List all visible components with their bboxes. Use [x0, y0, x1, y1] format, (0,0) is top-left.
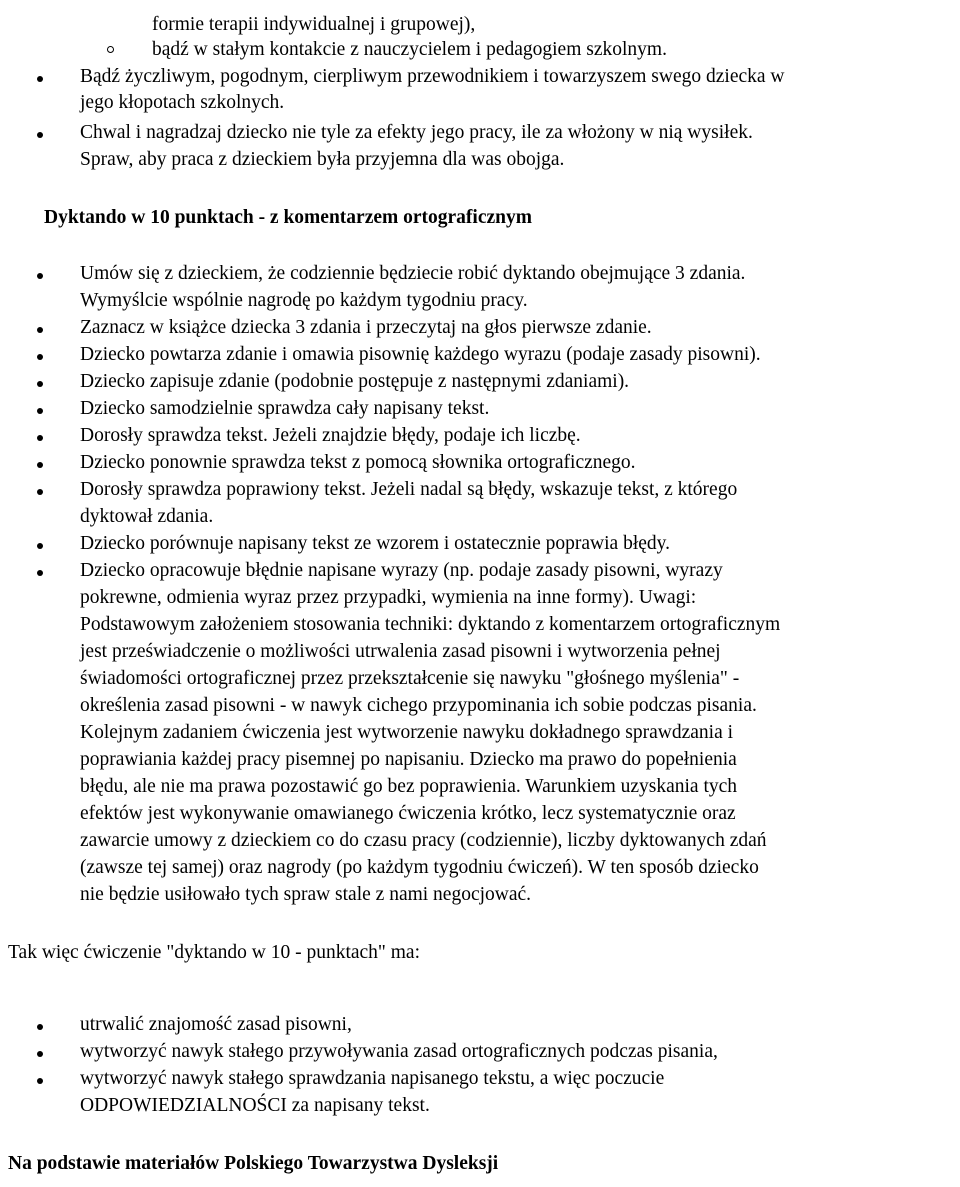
bullet-icon — [37, 435, 43, 441]
bullet-icon — [37, 273, 43, 279]
circle-bullet-icon — [107, 46, 114, 53]
list-item-line: Spraw, aby praca z dzieckiem była przyjemna dla was obojga. — [80, 149, 565, 170]
step-line: pokrewne, odmienia wyraz przez przypadki, wymienia na inne formy). Uwagi: — [80, 587, 697, 608]
bullet-icon — [37, 570, 43, 576]
step-line: (zawsze tej samej) oraz nagrody (po każdym tygodniu ćwiczeń). W ten sposób dziecko — [80, 857, 759, 878]
section-heading: Dyktando w 10 punktach - z komentarzem ortograficznym — [44, 207, 532, 228]
step-line: Zaznacz w książce dziecka 3 zdania i przeczytaj na głos pierwsze zdanie. — [80, 317, 652, 338]
step-line: określenia zasad pisowni - w nawyk cichego przypominania ich sobie podczas pisania. — [80, 695, 757, 716]
step-line: efektów jest wykonywanie omawianego ćwiczenia krótko, lecz systematycznie oraz — [80, 803, 736, 824]
summary-line: utrwalić znajomość zasad pisowni, — [80, 1014, 352, 1035]
step-line: Dziecko zapisuje zdanie (podobnie postępuje z następnymi zdaniami). — [80, 371, 630, 392]
bullet-icon — [37, 543, 43, 549]
step-line: Podstawowym założeniem stosowania techniki: dyktando z komentarzem ortograficznym — [80, 614, 781, 635]
bullet-icon — [37, 1078, 43, 1084]
step-line: Dziecko ponownie sprawdza tekst z pomocą słownika ortograficznego. — [80, 452, 636, 473]
bullet-icon — [37, 76, 43, 82]
step-line: Dziecko samodzielnie sprawdza cały napisany tekst. — [80, 398, 490, 419]
step-line: Wymyślcie wspólnie nagrodę po każdym tygodniu pracy. — [80, 290, 528, 311]
summary-line: ODPOWIEDZIALNOŚCI za napisany tekst. — [80, 1095, 430, 1116]
bullet-icon — [37, 354, 43, 360]
step-line: Dziecko powtarza zdanie i omawia pisownię każdego wyrazu (podaje zasady pisowni). — [80, 344, 761, 365]
step-line: zawarcie umowy z dzieckiem co do czasu pracy (codziennie), liczby dyktowanych zdań — [80, 830, 767, 851]
list-item-line: Bądź życzliwym, pogodnym, cierpliwym przewodnikiem i towarzyszem swego dziecka w — [80, 66, 785, 87]
sublist-item: bądź w stałym kontakcie z nauczycielem i pedagogiem szkolnym. — [152, 39, 667, 60]
step-line: Umów się z dzieckiem, że codziennie będziecie robić dyktando obejmujące 3 zdania. — [80, 263, 746, 284]
bullet-icon — [37, 381, 43, 387]
step-line: jest przeświadczenie o możliwości utrwalenia zasad pisowni i wytworzenia pełnej — [80, 641, 721, 662]
sublist-continuation: formie terapii indywidualnej i grupowej), — [152, 14, 476, 35]
step-line: dyktował zdania. — [80, 506, 214, 527]
bullet-icon — [37, 408, 43, 414]
bullet-icon — [37, 462, 43, 468]
bullet-icon — [37, 1024, 43, 1030]
source-footer: Na podstawie materiałów Polskiego Towarzystwa Dysleksji — [8, 1153, 499, 1174]
summary-intro: Tak więc ćwiczenie "dyktando w 10 - punktach" ma: — [8, 942, 420, 963]
bullet-icon — [37, 327, 43, 333]
list-item-line: jego kłopotach szkolnych. — [80, 92, 285, 113]
step-line: poprawiania każdej pracy pisemnej po napisaniu. Dziecko ma prawo do popełnienia — [80, 749, 737, 770]
bullet-icon — [37, 1051, 43, 1057]
bullet-icon — [37, 132, 43, 138]
step-line: Kolejnym zadaniem ćwiczenia jest wytworzenie nawyku dokładnego sprawdzania i — [80, 722, 734, 743]
step-line: Dziecko porównuje napisany tekst ze wzorem i ostatecznie poprawia błędy. — [80, 533, 671, 554]
summary-line: wytworzyć nawyk stałego sprawdzania napisanego tekstu, a więc poczucie — [80, 1068, 665, 1089]
step-line: świadomości ortograficznej przez przekształcenie się nawyku "głośnego myślenia" - — [80, 668, 740, 689]
step-line: nie będzie usiłowało tych spraw stale z nami negocjować. — [80, 884, 532, 905]
step-line: błędu, ale nie ma prawa pozostawić go bez poprawienia. Warunkiem uzyskania tych — [80, 776, 738, 797]
step-line: Dorosły sprawdza tekst. Jeżeli znajdzie błędy, podaje ich liczbę. — [80, 425, 581, 446]
summary-line: wytworzyć nawyk stałego przywoływania zasad ortograficznych podczas pisania, — [80, 1041, 718, 1062]
step-line: Dziecko opracowuje błędnie napisane wyrazy (np. podaje zasady pisowni, wyrazy — [80, 560, 723, 581]
list-item-line: Chwal i nagradzaj dziecko nie tyle za efekty jego pracy, ile za włożony w nią wysiłek. — [80, 122, 753, 143]
step-line: Dorosły sprawdza poprawiony tekst. Jeżeli nadal są błędy, wskazuje tekst, z którego — [80, 479, 738, 500]
bullet-icon — [37, 489, 43, 495]
